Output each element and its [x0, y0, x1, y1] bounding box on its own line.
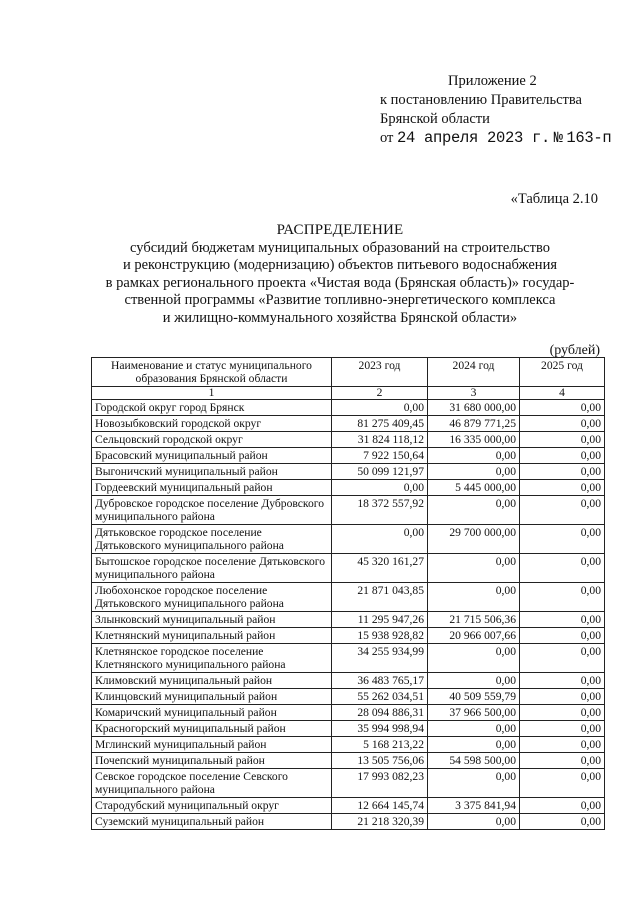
table-label: «Таблица 2.10: [510, 191, 598, 207]
municipality-cell: Любохонское городское поселение Дятьковского муниципального района: [92, 583, 332, 612]
municipality-cell: Выгоничский муниципальный район: [92, 464, 332, 480]
value-2023-cell: 45 320 161,27: [332, 554, 428, 583]
heading-title: РАСПРЕДЕЛЕНИЕ: [276, 222, 404, 238]
table-row: [92, 464, 605, 480]
table-row: [92, 628, 605, 644]
table-row: [92, 737, 605, 753]
value-2025-cell: 0,00: [520, 496, 605, 525]
municipality-cell: Бытошское городское поселение Дятьковского муниципального района: [92, 554, 332, 583]
value-2025-cell: 0,00: [520, 721, 605, 737]
header-2024: 2024 год: [428, 358, 520, 387]
value-2024-cell: 0,00: [428, 554, 520, 583]
table-header-row: [92, 358, 605, 387]
municipality-cell: Севское городское поселение Севского муниципального района: [92, 769, 332, 798]
value-2025-cell: 0,00: [520, 612, 605, 628]
value-2024-cell: 0,00: [428, 769, 520, 798]
value-2024-cell: 21 715 506,36: [428, 612, 520, 628]
value-2023-cell: 21 218 320,39: [332, 814, 428, 830]
municipality-cell: Дятьковское городское поселение Дятьковского муниципального района: [92, 525, 332, 554]
value-2023-cell: 55 262 034,51: [332, 689, 428, 705]
value-2024-cell: 46 879 771,25: [428, 416, 520, 432]
value-2025-cell: 0,00: [520, 705, 605, 721]
municipality-cell: Красногорский муниципальный район: [92, 721, 332, 737]
municipality-cell: Новозыбковский городской округ: [92, 416, 332, 432]
value-2023-cell: 15 938 928,82: [332, 628, 428, 644]
header-2025: 2025 год: [520, 358, 605, 387]
municipality-cell: Городской округ город Брянск: [92, 400, 332, 416]
municipality-cell: Клетнянский муниципальный район: [92, 628, 332, 644]
value-2025-cell: 0,00: [520, 464, 605, 480]
table-row: [92, 721, 605, 737]
table-row: [92, 753, 605, 769]
value-2023-cell: 12 664 145,74: [332, 798, 428, 814]
heading-line: субсидий бюджетам муниципальных образований на строительство: [130, 239, 550, 256]
municipality-cell: Стародубский муниципальный округ: [92, 798, 332, 814]
heading-line: в рамках регионального проекта «Чистая вода (Брянская область)» государ-: [105, 274, 575, 291]
units-label: (рублей): [549, 343, 600, 358]
municipality-cell: Комаричский муниципальный район: [92, 705, 332, 721]
table-row: [92, 814, 605, 830]
value-2024-cell: 0,00: [428, 583, 520, 612]
value-2024-cell: 0,00: [428, 644, 520, 673]
decree-date: 24 апреля 2023 г.: [397, 129, 551, 147]
table-row: [92, 612, 605, 628]
value-2023-cell: 81 275 409,45: [332, 416, 428, 432]
municipality-cell: Почепский муниципальный район: [92, 753, 332, 769]
municipality-cell: Дубровское городское поселение Дубровского муниципального района: [92, 496, 332, 525]
value-2023-cell: 31 824 118,12: [332, 432, 428, 448]
value-2025-cell: 0,00: [520, 480, 605, 496]
value-2025-cell: 0,00: [520, 432, 605, 448]
value-2024-cell: 0,00: [428, 673, 520, 689]
distribution-table: [91, 357, 605, 830]
column-number: 3: [428, 387, 520, 400]
column-number: 4: [520, 387, 605, 400]
column-number: 1: [92, 387, 332, 400]
municipality-cell: Сельцовский городской округ: [92, 432, 332, 448]
value-2023-cell: 28 094 886,31: [332, 705, 428, 721]
value-2023-cell: 11 295 947,26: [332, 612, 428, 628]
table-row: [92, 583, 605, 612]
value-2025-cell: 0,00: [520, 400, 605, 416]
value-2024-cell: 0,00: [428, 814, 520, 830]
table-row: [92, 525, 605, 554]
value-2025-cell: 0,00: [520, 448, 605, 464]
decree-number: 163-п: [566, 129, 612, 147]
value-2024-cell: 31 680 000,00: [428, 400, 520, 416]
value-2023-cell: 35 994 998,94: [332, 721, 428, 737]
value-2023-cell: 0,00: [332, 480, 428, 496]
table-row: [92, 400, 605, 416]
municipality-cell: Клетнянское городское поселение Клетнянского муниципального района: [92, 644, 332, 673]
value-2025-cell: 0,00: [520, 583, 605, 612]
value-2024-cell: 0,00: [428, 737, 520, 753]
value-2023-cell: 7 922 150,64: [332, 448, 428, 464]
heading-line: и реконструкцию (модернизацию) объектов питьевого водоснабжения: [122, 257, 557, 273]
value-2023-cell: 50 099 121,97: [332, 464, 428, 480]
column-number-row: [92, 387, 605, 400]
value-2024-cell: 29 700 000,00: [428, 525, 520, 554]
value-2023-cell: 21 871 043,85: [332, 583, 428, 612]
value-2023-cell: 18 372 557,92: [332, 496, 428, 525]
value-2024-cell: 5 445 000,00: [428, 480, 520, 496]
value-2024-cell: 54 598 500,00: [428, 753, 520, 769]
value-2024-cell: 0,00: [428, 464, 520, 480]
table-row: [92, 673, 605, 689]
column-number: 2: [332, 387, 428, 400]
value-2025-cell: 0,00: [520, 644, 605, 673]
value-2024-cell: 20 966 007,66: [428, 628, 520, 644]
value-2023-cell: 5 168 213,22: [332, 737, 428, 753]
value-2025-cell: 0,00: [520, 798, 605, 814]
value-2023-cell: 0,00: [332, 400, 428, 416]
municipality-cell: Злынковский муниципальный район: [92, 612, 332, 628]
value-2025-cell: 0,00: [520, 753, 605, 769]
appendix-title: Приложение 2: [448, 73, 537, 89]
header-2023: 2023 год: [332, 358, 428, 387]
table-row: [92, 480, 605, 496]
value-2025-cell: 0,00: [520, 525, 605, 554]
appendix-block: [380, 72, 611, 148]
value-2023-cell: 0,00: [332, 525, 428, 554]
value-2024-cell: 37 966 500,00: [428, 705, 520, 721]
municipality-cell: Брасовский муниципальный район: [92, 448, 332, 464]
value-2023-cell: 34 255 934,99: [332, 644, 428, 673]
value-2024-cell: 40 509 559,79: [428, 689, 520, 705]
table-body: [92, 400, 605, 830]
table-row: [92, 769, 605, 798]
value-2024-cell: 3 375 841,94: [428, 798, 520, 814]
heading-line: и жилищно-коммунального хозяйства Брянской области»: [162, 309, 518, 326]
value-2024-cell: 0,00: [428, 721, 520, 737]
value-2025-cell: 0,00: [520, 814, 605, 830]
value-2025-cell: 0,00: [520, 628, 605, 644]
header-municipality: Наименование и статус муниципального образования Брянской области: [92, 358, 332, 387]
table-row: [92, 644, 605, 673]
document-heading: [60, 222, 620, 327]
municipality-cell: Клинцовский муниципальный район: [92, 689, 332, 705]
value-2024-cell: 0,00: [428, 448, 520, 464]
table-row: [92, 432, 605, 448]
value-2023-cell: 17 993 082,23: [332, 769, 428, 798]
table-row: [92, 554, 605, 583]
table-row: [92, 416, 605, 432]
value-2025-cell: 0,00: [520, 673, 605, 689]
value-2024-cell: 0,00: [428, 496, 520, 525]
table-row: [92, 448, 605, 464]
appendix-decree-line: к постановлению Правительства: [380, 92, 582, 108]
municipality-cell: Суземский муниципальный район: [92, 814, 332, 830]
value-2025-cell: 0,00: [520, 689, 605, 705]
value-2025-cell: 0,00: [520, 737, 605, 753]
municipality-cell: Гордеевский муниципальный район: [92, 480, 332, 496]
table-row: [92, 496, 605, 525]
appendix-region-line: Брянской области: [380, 111, 490, 127]
value-2025-cell: 0,00: [520, 769, 605, 798]
value-2023-cell: 36 483 765,17: [332, 673, 428, 689]
value-2025-cell: 0,00: [520, 554, 605, 583]
date-prefix: от: [380, 130, 394, 146]
value-2025-cell: 0,00: [520, 416, 605, 432]
heading-line: ственной программы «Развитие топливно-энергетического комплекса: [124, 292, 556, 308]
table-row: [92, 705, 605, 721]
municipality-cell: Климовский муниципальный район: [92, 673, 332, 689]
appendix-date-line: [380, 129, 611, 148]
number-prefix: №: [553, 129, 563, 147]
table-row: [92, 798, 605, 814]
municipality-cell: Мглинский муниципальный район: [92, 737, 332, 753]
value-2024-cell: 16 335 000,00: [428, 432, 520, 448]
value-2023-cell: 13 505 756,06: [332, 753, 428, 769]
table-row: [92, 689, 605, 705]
